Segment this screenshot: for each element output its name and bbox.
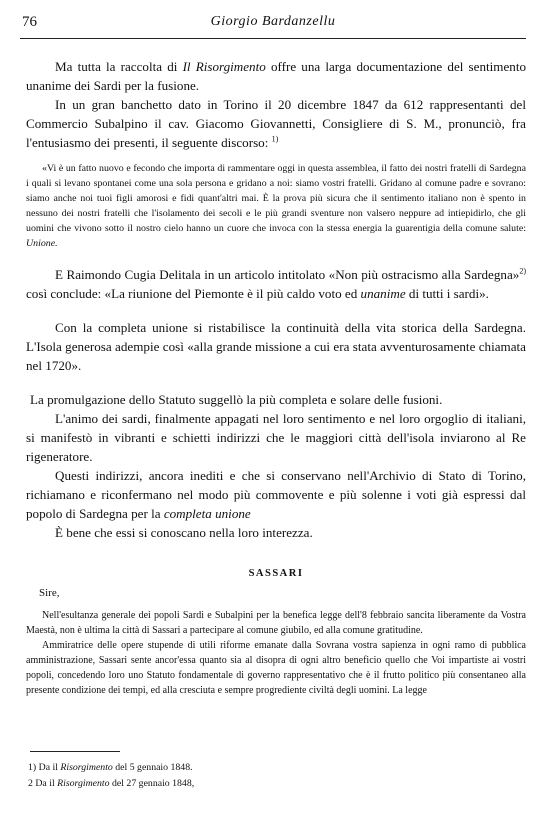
text-run: di tutti i sardi». [405, 286, 489, 301]
paragraph-8: È bene che essi si conoscano nella loro interezza. [55, 525, 313, 540]
text-run: Da il [32, 778, 58, 789]
salutation: Sire, [39, 587, 60, 599]
paragraph-3 [26, 265, 526, 303]
letter-paragraph-1: Nell'esultanza generale dei popoli Sardi e Subalpini per la benefica legge dell'8 febbraio sancita liberamente da Vostra Maestà, non è ultima la città di Sassari a partecipare al comune giubilo, ed alla comune gratitudine. [26, 610, 526, 636]
footnote-2 [28, 776, 508, 792]
footnote-mark: 1) [28, 762, 37, 773]
paragraph-6: L'animo dei sardi, finalmente appagati nel loro sentimento e nel loro orgoglio di italiani, si manifestò in vibranti e schietti indirizzi che le maggiori città dell'isola inviarono al Re rigeneratore. [26, 411, 526, 464]
italic-word: Unione. [26, 238, 58, 249]
text-run: Da il [36, 762, 61, 773]
text-run: del 5 gennaio 1848. [112, 762, 193, 773]
section-heading: SASSARI [248, 568, 304, 579]
footnote-source: Risorgimento [60, 762, 113, 773]
paragraph-1 [26, 57, 526, 95]
page-header [22, 14, 524, 32]
quoted-speech [26, 161, 526, 251]
header-rule [20, 38, 526, 39]
letter-paragraph-2: Ammiratrice delle opere stupende di utili riforme emanate dalla Sovrana vostra sapienza in ogni ramo di pubblica amministrazione, Sassari sente ancor'essa quanto sia al disopra di ogni altro beneficio quello che Voi impartiste ai vostri popoli, concedendo loro uno Statuto fondamentale di governo rappresentativo che è il frutto politico più consentaneo alla presente condizione dei tempi, ed alla cresciuta e sempre progrediente civiltà degli uomini. La legge [26, 640, 526, 696]
italic-phrase: completa unione [163, 506, 251, 521]
running-title: Giorgio Bardanzellu [210, 14, 336, 29]
footnote-rule [30, 751, 120, 752]
paragraph-2 [26, 95, 526, 152]
text-run: In un gran banchetto dato in Torino il 20 dicembre 1847 da 612 rappresentanti del Commercio Subalpino il cav. Giacomo Giovannetti, Consigliere di S. M., pronunciò, fra l'entusiasmo dei presenti, il seguente discorso: [26, 97, 526, 150]
footnotes [28, 760, 508, 792]
page-number: 76 [22, 14, 37, 30]
text-run: E Raimondo Cugia Delitala in un articolo intitolato «Non più ostracismo alla Sardegna» [55, 267, 520, 282]
italic-title: Il Risorgimento [182, 59, 266, 74]
footnote-mark: 2 [28, 778, 33, 789]
footnote-source: Risorgimento [57, 778, 110, 789]
italic-word: unanime [360, 286, 406, 301]
paragraph-5: La promulgazione dello Statuto suggellò la più completa e solare delle fusioni. [30, 392, 443, 407]
paragraph-4: Con la completa unione si ristabilisce la continuità della vita storica della Sardegna. L'Isola generosa adempie così «alla grande missione a cui era stata avventurosamente chiamata nel 1720». [26, 320, 526, 373]
footnote-ref-2: 2) [519, 266, 526, 276]
text-run: Questi indirizzi, ancora inediti e che si conservano nell'Archivio di Stato di Torino, richiamano e riconfermano nel modo più commovente e più solenne i voti già espressi dal popolo di Sardegna per la [26, 468, 526, 521]
text-run: del 27 gennaio 1848, [109, 778, 195, 789]
text-run: così conclude: «La riunione del Piemonte è il più caldo voto ed [26, 286, 361, 301]
text-run: Ma tutta la raccolta di [55, 59, 183, 74]
footnote-1 [28, 760, 508, 776]
main-text [26, 57, 526, 698]
text-run: offre una larga documentazione del sentimento unanime dei Sardi per la fusione. [26, 59, 527, 93]
footnote-ref-1: 1) [271, 134, 279, 144]
text-run: «Vi è un fatto nuovo e fecondo che importa di rammentare oggi in questa assemblea, il fatto dei nostri fratelli di Sardegna i quali si levano spontanei come una sola persona e gridano a noi: siamo vostri fratelli. Gridano al comune padre e sovrano: siamo anche noi tuoi figli amorosi e fidi quant'altri mai. È la prova più sicura che il sentimento italiano non è spento in nessuno dei nostri fratelli che l'isolamento dei secoli e le più grandi sventure non valsero neppure ad intiepidirlo, che gli uomini che vivono sotto il nostro cielo hanno un cuore che invoca con la stessa energia la guarentigia della comune salute: [26, 163, 526, 234]
paragraph-7 [26, 466, 526, 523]
